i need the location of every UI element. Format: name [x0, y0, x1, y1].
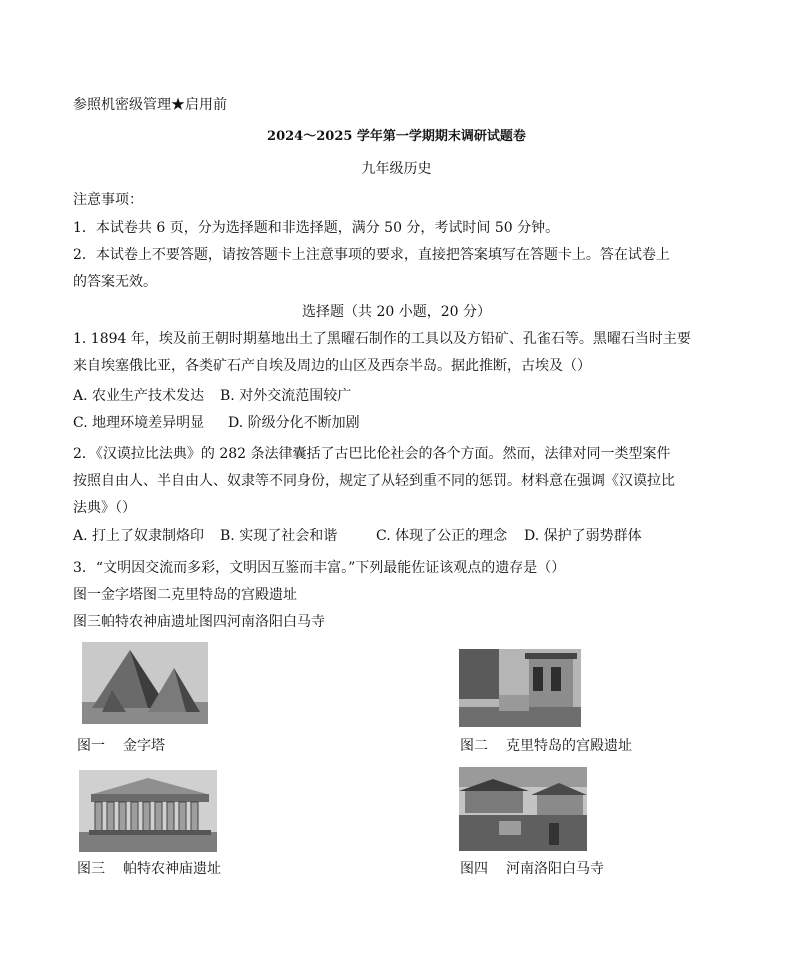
option-a: A. 打上了奴隶制烙印 — [73, 528, 205, 544]
white-horse-temple-photo — [459, 767, 587, 851]
option-a: A. 农业生产技术发达 — [73, 388, 205, 404]
question-text: 来自埃塞俄比亚，各类矿石产自埃及周边的山区及西奈半岛。据此推断，古埃及（） — [73, 358, 591, 374]
figure-caption: 图三 帕特农神庙遗址 — [77, 861, 221, 877]
note-item: 1．本试卷共 6 页，分为选择题和非选择题，满分 50 分，考试时间 50 分钟。 — [73, 220, 560, 236]
option-b: B. 实现了社会和谐 — [220, 528, 338, 544]
question-text: 1. 1894 年，埃及前王朝时期墓地出土了黑曜石制作的工具以及方铅矿、孔雀石等。黑曜石当时主要 — [73, 331, 691, 347]
subject-title: 九年级历史 — [361, 161, 432, 177]
monastery-icon — [459, 767, 587, 851]
notes-title: 注意事项： — [73, 192, 143, 208]
pyramid-icon — [82, 642, 208, 724]
palace-ruins-icon — [459, 649, 581, 727]
question-text: 图三帕特农神庙遗址图四河南洛阳白马寺 — [73, 614, 325, 630]
figure-caption: 图一 金字塔 — [77, 738, 165, 754]
parthenon-photo — [79, 770, 217, 852]
question-text: 2．《汉谟拉比法典》的 282 条法律囊括了古巴比伦社会的各个方面。然而，法律对同一类型案件 — [73, 446, 671, 462]
figure-caption: 图四 河南洛阳白马寺 — [460, 861, 604, 877]
section-title: 选择题（共 20 小题，20 分） — [302, 304, 491, 320]
pyramid-photo — [82, 642, 208, 724]
option-c: C. 地理环境差异明显 — [73, 415, 205, 431]
option-c: C. 体现了公正的理念 — [376, 528, 508, 544]
temple-icon — [79, 770, 217, 852]
question-text: 3．“文明因交流而多彩，文明因互鉴而丰富。”下列最能佐证该观点的遗存是（） — [73, 560, 566, 576]
question-text: 按照自由人、半自由人、奴隶等不同身份，规定了从轻到重不同的惩罚。材料意在强调《汉谟拉比 — [73, 473, 675, 489]
palace-photo — [459, 649, 581, 727]
figure-caption: 图二 克里特岛的宫殿遗址 — [460, 738, 632, 754]
confidential-mark: 参照机密级管理★启用前 — [73, 97, 227, 113]
option-d: D. 阶级分化不断加剧 — [228, 415, 360, 431]
exam-title: 2024～2025 学年第一学期期末调研试题卷 — [267, 129, 526, 144]
note-item: 的答案无效。 — [73, 274, 157, 290]
option-d: D. 保护了弱势群体 — [524, 528, 642, 544]
option-b: B. 对外交流范围较广 — [220, 388, 352, 404]
question-text: 法典》（） — [73, 500, 136, 516]
question-text: 图一金字塔图二克里特岛的宫殿遗址 — [73, 587, 297, 603]
note-item: 2．本试卷上不要答题，请按答题卡上注意事项的要求，直接把答案填写在答题卡上。答在试卷上 — [73, 247, 670, 263]
